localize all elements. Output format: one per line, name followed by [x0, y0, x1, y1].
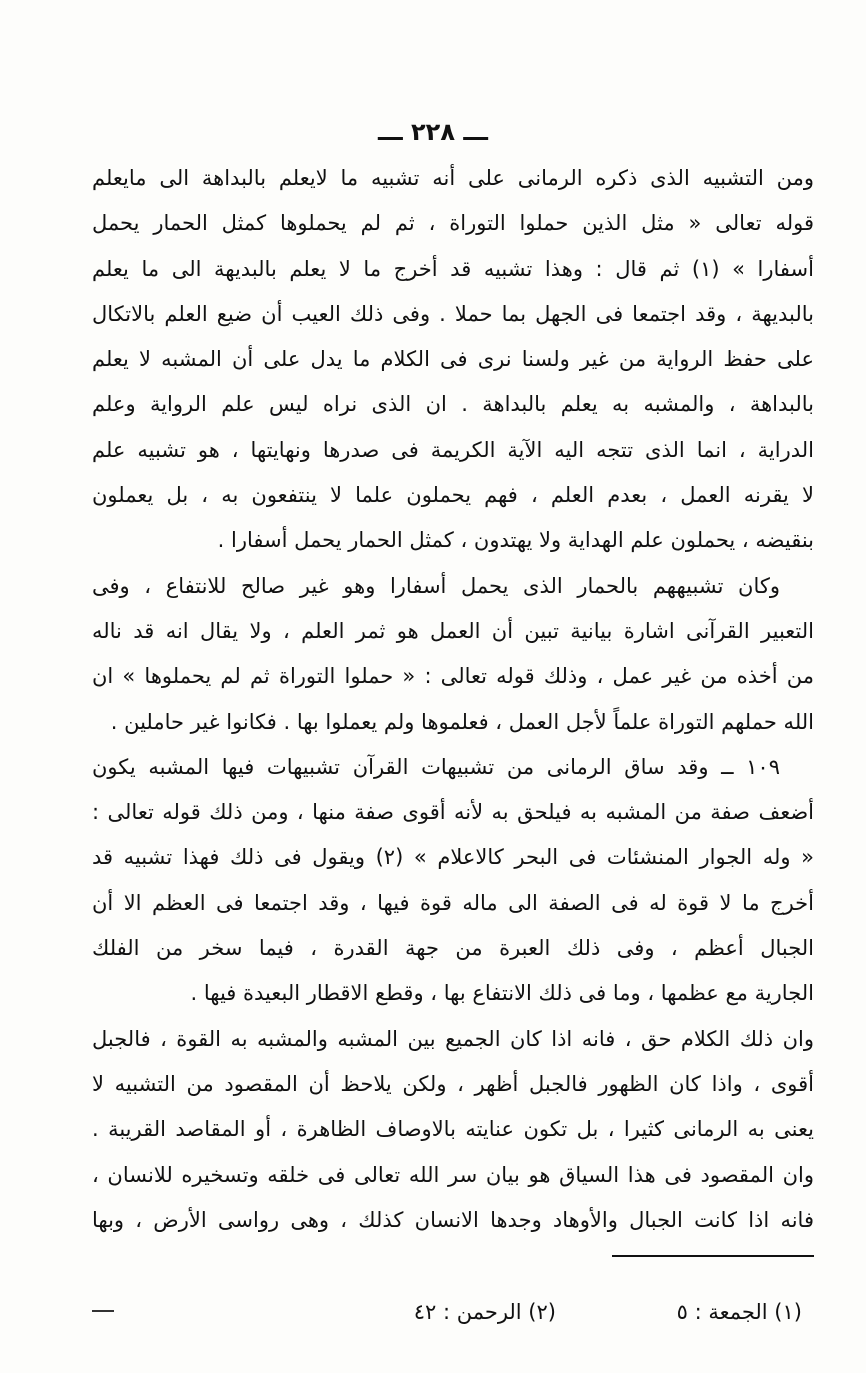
text-line: أضعف صفة من المشبه به فيلحق به لأنه أقوى صفة منها ، ومن ذلك قوله تعالى :: [92, 800, 814, 825]
footnote-1: (١) الجمعة : ٥: [676, 1300, 802, 1324]
text-line: التعبير القرآنى اشارة بيانية تبين أن العمل هو ثمر العلم ، ولا يقال انه قد ناله: [92, 618, 814, 643]
text-line: يعنى به الرمانى كثيرا ، بل تكون عنايته بالاوصاف الظاهرة ، أو المقاصد القريبة .: [92, 1117, 814, 1142]
text-line: ومن التشبيه الذى ذكره الرمانى على أنه تشبيه ما لايعلم بالبداهة الى مايعلم: [92, 166, 814, 190]
footnote-2: (٢) الرحمن : ٤٢: [413, 1300, 556, 1324]
text-line: الجبال أعظم ، وفى ذلك العبرة من جهة القدرة ، فيما سخر من الفلك: [92, 936, 814, 961]
text-line: من أخذه من غير عمل ، وذلك قوله تعالى : « حملوا التوراة ثم لم يحملوها » ان: [92, 664, 814, 689]
text-line: وان المقصود فى هذا السياق هو بيان سر الله تعالى فى خلقه وتسخيره للانسان ،: [92, 1162, 814, 1187]
text-line: فانه اذا كانت الجبال والأوهاد وجدها الانسان كذلك ، وهى رواسى الأرض ، وبها: [92, 1207, 814, 1232]
page-number: ـــ ٢٢٨ ـــ: [378, 118, 488, 146]
text-line: أسفارا » (١) ثم قال : وهذا تشبيه قد أخرج ما لا يعلم بالبديهة الى ما يعلم: [92, 256, 814, 281]
text-line: أقوى ، واذا كان الظهور فالجبل أظهر ، ولكن يلاحظ أن المقصود من التشبيه لا: [92, 1071, 814, 1096]
body-text: [92, 156, 814, 1243]
text-line: قوله تعالى « مثل الذين حملوا التوراة ، ثم لم يحملوها كمثل الحمار يحمل: [92, 211, 814, 236]
text-line: لا يقرنه العمل ، بعدم العلم ، فهم يحملون علما لا ينتفعون به ، بل يعملون: [92, 483, 814, 508]
text-line: الدراية ، انما الذى تتجه اليه الآية الكريمة فى صدرها ونهايتها ، هو تشبيه علم: [92, 437, 814, 462]
paragraph-start-line: وكان تشبيههم بالحمار الذى يحمل أسفارا وهو غير صالح للانتفاع ، وفى: [92, 573, 780, 598]
footer-dash: [92, 1310, 114, 1312]
text-line: الله حملهم التوراة علماً لأجل العمل ، فعلموها ولم يعملوا بها . فكانوا غير حاملين .: [110, 709, 814, 734]
text-line: بالبديهة ، وقد اجتمعا فى الجهل بما حملا . وفى ذلك العيب أن ضيع العلم بالاتكال: [92, 301, 814, 326]
text-line: « وله الجوار المنشئات فى البحر كالاعلام » (٢) ويقول فى ذلك فهذا تشبيه قد: [92, 845, 814, 870]
footnotes: [92, 1292, 814, 1332]
text-line: الجارية مع عظمها ، وما فى ذلك الانتفاع بها ، وقطع الاقطار البعيدة فيها .: [190, 981, 814, 1006]
text-line: أخرج ما لا قوة له فى الصفة الى ماله قوة فيها ، وقد اجتمعا فى العظم الا أن: [92, 890, 814, 915]
text-line: بالبداهة ، والمشبه به يعلم بالبداهة . ان الذى نراه ليس علم الرواية وعلم: [92, 392, 814, 417]
text-line: بنقيضه ، يحملون علم الهداية ولا يهتدون ، كمثل الحمار يحمل أسفارا .: [217, 528, 814, 553]
section-109-start-line: ١٠٩ ــ وقد ساق الرمانى من تشبيهات القرآن تشبيهات فيها المشبه يكون: [92, 754, 780, 779]
text-line: وان ذلك الكلام حق ، فانه اذا كان الجميع بين المشبه والمشبه به القوة ، فالجبل: [92, 1026, 814, 1051]
text-line: على حفظ الرواية من غير ولسنا نرى فى الكلام ما يدل على أن المشبه لا يعلم: [92, 347, 814, 372]
footnote-divider: [612, 1255, 814, 1257]
